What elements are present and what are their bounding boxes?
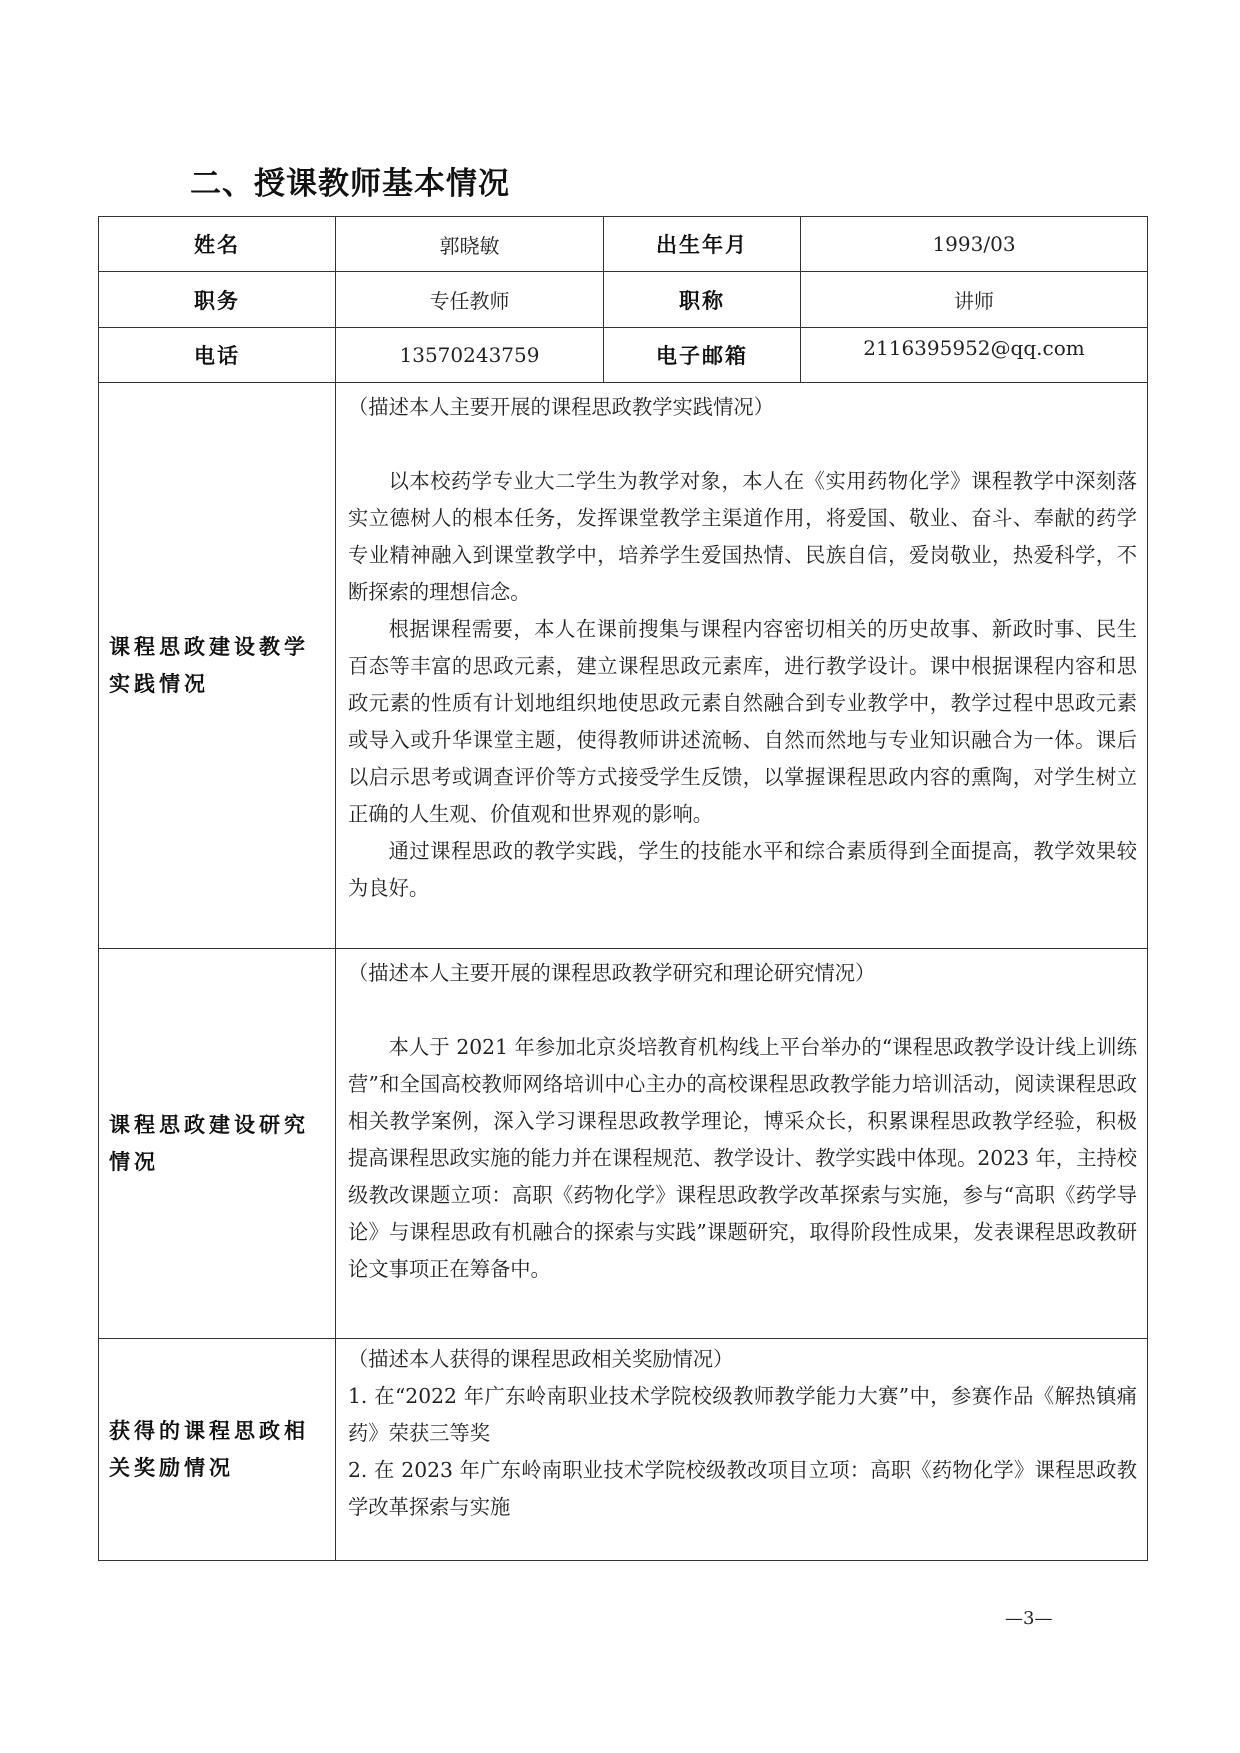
rank-value: 讲师: [801, 272, 1148, 328]
birth-label: 出生年月: [604, 217, 801, 272]
practice-paragraph: 根据课程需要，本人在课前搜集与课程内容密切相关的历史故事、新政时事、民生百态等丰富的思政元素，建立课程思政元素库，进行教学设计。课中根据课程内容和思政元素的性质有计划地组织地使思政元素自然融合到专业教学中，教学过程中思政元素或导入或升华课堂主题，使得教师讲述流畅、自然而然地与专业知识融合为一体。课后以启示思考或调查评价等方式接受学生反馈，以掌握课程思政内容的熏陶，对学生树立正确的人生观、价值观和世界观的影响。: [348, 617, 1137, 826]
practice-paragraph: 通过课程思政的教学实践，学生的技能水平和综合素质得到全面提高，教学效果较为良好。: [348, 839, 1137, 900]
phone-label: 电话: [99, 328, 336, 383]
award-item: 2. 在 2023 年广东岭南职业技术学院校级教改项目立项：高职《药物化学》课程思政教学改革探索与实施: [348, 1458, 1137, 1519]
awards-label: 获得的课程思政相关奖励情况: [99, 1339, 336, 1561]
table-row: [99, 1339, 1148, 1561]
name-label: 姓名: [99, 217, 336, 272]
research-paragraph: 本人于 2021 年参加北京炎培教育机构线上平台举办的“课程思政教学设计线上训练营”和全国高校教师网络培训中心主办的高校课程思政教学能力培训活动，阅读课程思政相关教学案例，深入学习课程思政教学理论，博采众长，积累课程思政教学经验，积极提高课程思政实施的能力并在课程规范、教学设计、教学实践中体现。2023 年，主持校级教改课题立项：高职《药物化学》课程思政教学改革探索与实施，参与“高职《药学导论》与课程思政有机融合的探索与实践”课题研究，取得阶段性成果，发表课程思政教研论文事项正在筹备中。: [348, 1035, 1137, 1281]
table-row: [99, 949, 1148, 1339]
phone-value: 13570243759: [336, 328, 604, 383]
research-content: [336, 949, 1148, 1339]
research-hint: （描述本人主要开展的课程思政教学研究和理论研究情况）: [348, 961, 876, 985]
awards-hint: （描述本人获得的课程思政相关奖励情况）: [348, 1347, 734, 1371]
email-label: 电子邮箱: [604, 328, 801, 383]
section-title: 二、授课教师基本情况: [190, 166, 510, 202]
table-row: [99, 383, 1148, 949]
teacher-info-table: [98, 216, 1148, 1561]
research-label: 课程思政建设研究情况: [99, 949, 336, 1339]
practice-paragraph: 以本校药学专业大二学生为教学对象，本人在《实用药物化学》课程教学中深刻落实立德树人的根本任务，发挥课堂教学主渠道作用，将爱国、敬业、奋斗、奉献的药学专业精神融入到课堂教学中，培养学生爱国热情、民族自信，爱岗敬业，热爱科学，不断探索的理想信念。: [348, 469, 1137, 604]
name-value: 郭晓敏: [336, 217, 604, 272]
page-number: —3—: [1005, 1608, 1053, 1629]
practice-label: 课程思政建设教学实践情况: [99, 383, 336, 949]
birth-value: 1993/03: [801, 217, 1148, 272]
rank-label: 职称: [604, 272, 801, 328]
position-value: 专任教师: [336, 272, 604, 328]
awards-content: [336, 1339, 1148, 1561]
position-label: 职务: [99, 272, 336, 328]
email-value: 2116395952@qq.com: [801, 328, 1148, 383]
table-row: [99, 272, 1148, 328]
table-row: [99, 217, 1148, 272]
award-item: 1. 在“2022 年广东岭南职业技术学院校级教师教学能力大赛”中，参赛作品《解热镇痛药》荣获三等奖: [348, 1384, 1137, 1445]
practice-content: [336, 383, 1148, 949]
table-row: [99, 328, 1148, 383]
practice-hint: （描述本人主要开展的课程思政教学实践情况）: [348, 395, 774, 419]
